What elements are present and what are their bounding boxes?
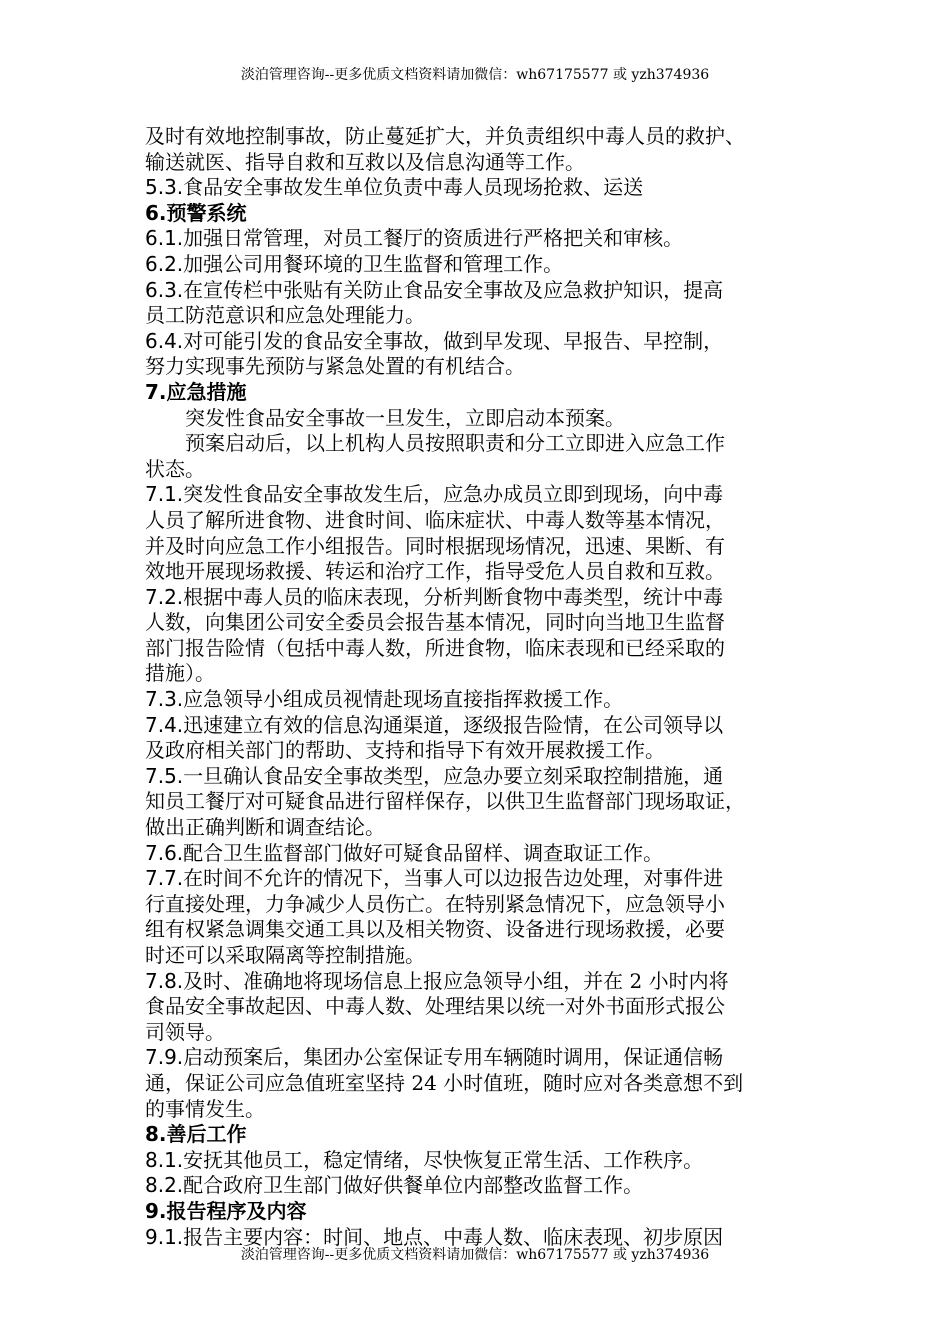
item-number: 7.6.: [145, 840, 184, 865]
paragraph-line: 并及时向应急工作小组报告。同时根据现场情况，迅速、果断、有: [145, 533, 725, 558]
paragraph-line: 知员工餐厅对可疑食品进行留样保存，以供卫生监督部门现场取证，: [145, 789, 745, 814]
item-text: 迅速建立有效的信息沟通渠道，逐级报告险情，在公司领导以: [183, 712, 724, 737]
item-text: 安抚其他员工，稳定情绪，尽快恢复正常生活、工作秩序。: [183, 1147, 704, 1172]
item-number: 6.2.: [145, 251, 184, 276]
numbered-item: [145, 969, 817, 995]
item-text: 加强日常管理，对员工餐厅的资质进行严格把关和审核。: [183, 226, 684, 251]
numbered-item: [145, 687, 817, 713]
numbered-item: [145, 226, 817, 252]
item-text: 及时、准确地将现场信息上报应急领导小组，并在 2 小时内将: [183, 968, 729, 993]
numbered-item: [145, 1173, 817, 1199]
paragraph-line: 部门报告险情（包括中毒人数，所进食物，临床表现和已经采取的: [145, 635, 725, 660]
item-text: 配合政府卫生部门做好供餐单位内部整改监督工作。: [183, 1173, 644, 1198]
numbered-item: [145, 482, 817, 508]
numbered-item: [145, 252, 817, 278]
paragraph-line: 人员了解所进食物、进食时间、临床症状、中毒人数等基本情况，: [145, 507, 725, 532]
item-text: 报告主要内容：时间、地点、中毒人数、临床表现、初步原因: [183, 1224, 724, 1249]
item-number: 7.7.: [145, 866, 184, 891]
item-number: 7.5.: [145, 763, 184, 788]
paragraph-line: 输送就医、指导自救和互救以及信息沟通等工作。: [145, 149, 585, 174]
numbered-item: [145, 1045, 817, 1071]
document-body: [145, 124, 817, 1250]
numbered-item: [145, 329, 817, 355]
item-text: 启动预案后，集团办公室保证专用车辆随时调用，保证通信畅: [183, 1045, 724, 1070]
numbered-item: [145, 841, 817, 867]
item-text: 食品安全事故发生单位负责中毒人员现场抢救、运送: [183, 175, 644, 200]
paragraph-line: 食品安全事故起因、中毒人数、处理结果以统一对外书面形式报公: [145, 994, 725, 1019]
item-text: 配合卫生监督部门做好可疑食品留样、调查取证工作。: [183, 840, 664, 865]
item-number: 5.3.: [145, 175, 184, 200]
paragraph-line: 做出正确判断和调查结论。: [145, 815, 385, 840]
page-footer: 淡泊管理咨询--更多优质文档资料请加微信：wh67175577 或 yzh374936: [240, 1247, 710, 1263]
paragraph-line: 预案启动后，以上机构人员按照职责和分工立即进入应急工作: [185, 431, 725, 456]
paragraph-line: 状态。: [145, 456, 205, 481]
numbered-item: [145, 175, 817, 201]
section-heading: 6.预警系统: [145, 200, 247, 225]
paragraph-line: 的事情发生。: [145, 1096, 265, 1121]
item-text: 根据中毒人员的临床表现，分析判断食物中毒类型，统计中毒: [183, 584, 724, 609]
paragraph-line: 组有权紧急调集交通工具以及相关物资、设备进行现场救援，必要: [145, 917, 725, 942]
paragraph-line: 及政府相关部门的帮助、支持和指导下有效开展救援工作。: [145, 738, 665, 763]
item-text: 对可能引发的食品安全事故，做到早发现、早报告、早控制，: [183, 328, 724, 353]
item-text: 突发性食品安全事故发生后，应急办成员立即到现场，向中毒: [183, 482, 724, 507]
item-number: 7.1.: [145, 482, 184, 507]
paragraph-line: 措施）。: [145, 661, 215, 686]
paragraph-line: 人数，向集团公司安全委员会报告基本情况，同时向当地卫生监督: [145, 610, 725, 635]
numbered-item: [145, 866, 817, 892]
item-text: 加强公司用餐环境的卫生监督和管理工作。: [183, 251, 564, 276]
page-header: 淡泊管理咨询--更多优质文档资料请加微信：wh67175577 或 yzh374936: [240, 67, 710, 83]
numbered-item: [145, 1148, 817, 1174]
item-text: 在时间不允许的情况下，当事人可以边报告边处理，对事件进: [183, 866, 724, 891]
item-number: 7.4.: [145, 712, 184, 737]
item-number: 6.4.: [145, 328, 184, 353]
item-number: 8.1.: [145, 1147, 184, 1172]
paragraph-line: 努力实现事先预防与紧急处置的有机结合。: [145, 354, 525, 379]
paragraph-line: 员工防范意识和应急处理能力。: [145, 303, 425, 328]
item-text: 一旦确认食品安全事故类型，应急办要立刻采取控制措施，通: [183, 763, 724, 788]
paragraph-line: 效地开展现场救援、转运和治疗工作，指导受危人员自救和互救。: [145, 559, 725, 584]
item-text: 应急领导小组成员视情赴现场直接指挥救援工作。: [183, 687, 624, 712]
numbered-item: [145, 585, 817, 611]
numbered-item: [145, 713, 817, 739]
paragraph-line: 司领导。: [145, 1019, 225, 1044]
item-number: 7.3.: [145, 687, 184, 712]
paragraph-line: 通，保证公司应急值班室坚持 24 小时值班，随时应对各类意想不到: [145, 1070, 744, 1095]
item-number: 7.9.: [145, 1045, 184, 1070]
paragraph-line: 行直接处理，力争减少人员伤亡。在特别紧急情况下，应急领导小: [145, 891, 725, 916]
section-heading: 8.善后工作: [145, 1122, 247, 1147]
section-heading: 9.报告程序及内容: [145, 1198, 307, 1223]
item-number: 7.2.: [145, 584, 184, 609]
item-number: 6.3.: [145, 277, 184, 302]
paragraph-line: 突发性食品安全事故一旦发生，立即启动本预案。: [185, 405, 625, 430]
numbered-item: [145, 278, 817, 304]
paragraph-line: 时还可以采取隔离等控制措施。: [145, 943, 425, 967]
item-text: 在宣传栏中张贴有关防止食品安全事故及应急救护知识，提高: [183, 277, 724, 302]
paragraph-line: 及时有效地控制事故，防止蔓延扩大，并负责组织中毒人员的救护、: [145, 124, 745, 148]
section-heading: 7.应急措施: [145, 379, 247, 404]
item-number: 7.8.: [145, 968, 184, 993]
item-number: 9.1.: [145, 1224, 184, 1249]
item-number: 6.1.: [145, 226, 184, 251]
item-number: 8.2.: [145, 1173, 184, 1198]
numbered-item: [145, 764, 817, 790]
